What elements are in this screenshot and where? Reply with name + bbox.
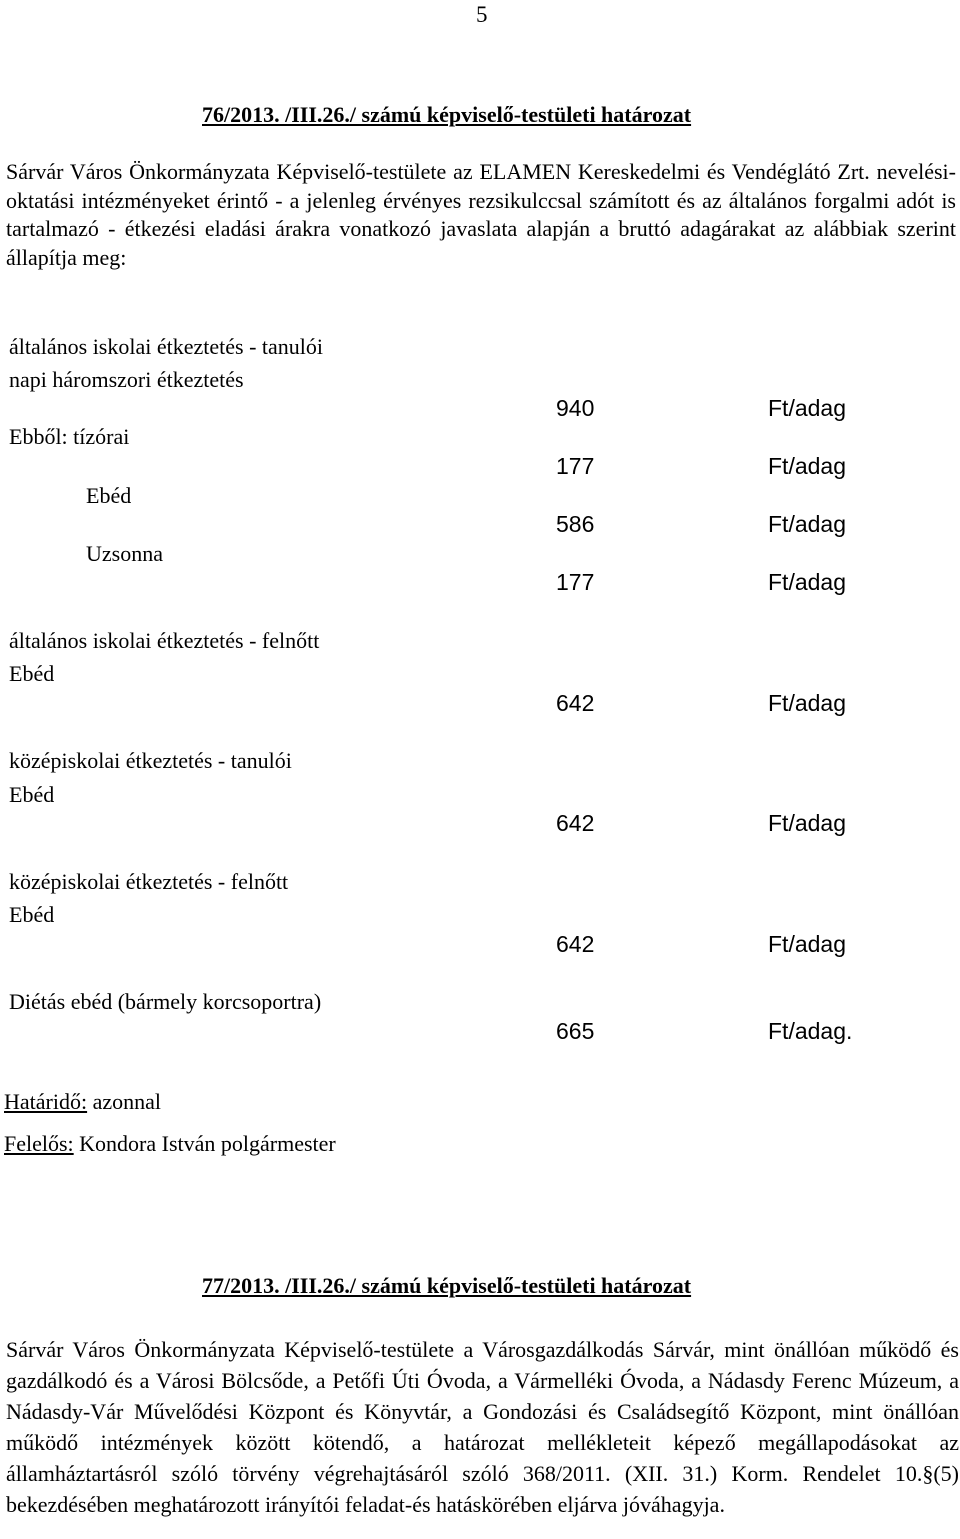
label-primary-adult: általános iskolai étkeztetés - felnőtt [9, 628, 320, 653]
label-snack: Ebből: tízórai [9, 424, 130, 449]
label-lunch: Ebéd [86, 483, 132, 508]
price-unit: Ft/adag [768, 690, 846, 716]
page-number: 5 [476, 2, 488, 27]
resolution-body: Sárvár Város Önkormányzata Képviselő-testülete az ELAMEN Kereskedelmi és Vendéglátó Zrt. nevelési-oktatási intézményeket érintő - a jelenleg érvényes rezsikulccsal számított és az általános forgalmi adót is tartalmazó - étkezési eladási árakra vonatkozó javaslata alapján a bruttó adagárakat az alábbiak szerint állapítja meg: [6, 159, 956, 270]
label-primary-students-sub: napi háromszori étkeztetés [9, 367, 244, 392]
price-value: 586 [556, 511, 595, 537]
deadline-label: Határidő: [4, 1089, 88, 1114]
label-secondary-students: középiskolai étkeztetés - tanulói [9, 748, 292, 773]
price-value: 940 [556, 395, 595, 421]
price-unit: Ft/adag [768, 569, 846, 595]
resolution-body: Sárvár Város Önkormányzata Képviselő-testülete a Városgazdálkodás Sárvár, mint önállóan működő és gazdálkodó és a Városi Bölcsőde, a Petőfi Úti Óvoda, a Vármelléki Óvoda, a Nádasdy Ferenc Múzeum, a Nádasdy-Vár Művelődési Központ és Könyvtár, a Gondozási és Családsegítő Központ, mint önállóan működő intézmények között kötendő, a határozat mellékleteit képező megállapodásokat az államháztartásról szóló törvény végrehajtásáról szóló 368/2011. (XII. 31.) Korm. Rendelet 10.§(5) bekezdésében meghatározott irányítói feladat-és hatáskörében eljárva jóváhagyja. [6, 1337, 959, 1517]
price-unit: Ft/adag [768, 511, 846, 537]
price-value: 642 [556, 810, 595, 836]
price-unit: Ft/adag [768, 453, 846, 479]
price-unit: Ft/adag [768, 931, 846, 957]
label-primary-students: általános iskolai étkeztetés - tanulói [9, 334, 324, 359]
price-value: 177 [556, 453, 595, 479]
price-value: 665 [556, 1018, 595, 1044]
price-unit: Ft/adag [768, 395, 846, 421]
resolution-heading: 77/2013. /III.26./ számú képviselő-testületi határozat [202, 1273, 692, 1298]
price-unit: Ft/adag. [768, 1018, 853, 1044]
resolution-heading: 76/2013. /III.26./ számú képviselő-testületi határozat [202, 102, 692, 127]
price-value: 642 [556, 690, 595, 716]
price-unit: Ft/adag [768, 810, 846, 836]
deadline-line [4, 1089, 161, 1115]
price-value: 177 [556, 569, 595, 595]
responsible-line [4, 1131, 336, 1157]
price-value: 642 [556, 931, 595, 957]
label-afternoon-snack: Uzsonna [86, 541, 163, 566]
label-primary-adult-lunch: Ebéd [9, 661, 55, 686]
responsible-label: Felelős: [4, 1131, 74, 1156]
responsible-value: Kondora István polgármester [73, 1131, 336, 1156]
deadline-value: azonnal [87, 1089, 161, 1114]
label-secondary-adult: középiskolai étkeztetés - felnőtt [9, 869, 289, 894]
label-secondary-adult-lunch: Ebéd [9, 902, 55, 927]
label-secondary-students-lunch: Ebéd [9, 782, 55, 807]
label-diet-lunch: Diétás ebéd (bármely korcsoportra) [9, 989, 322, 1014]
